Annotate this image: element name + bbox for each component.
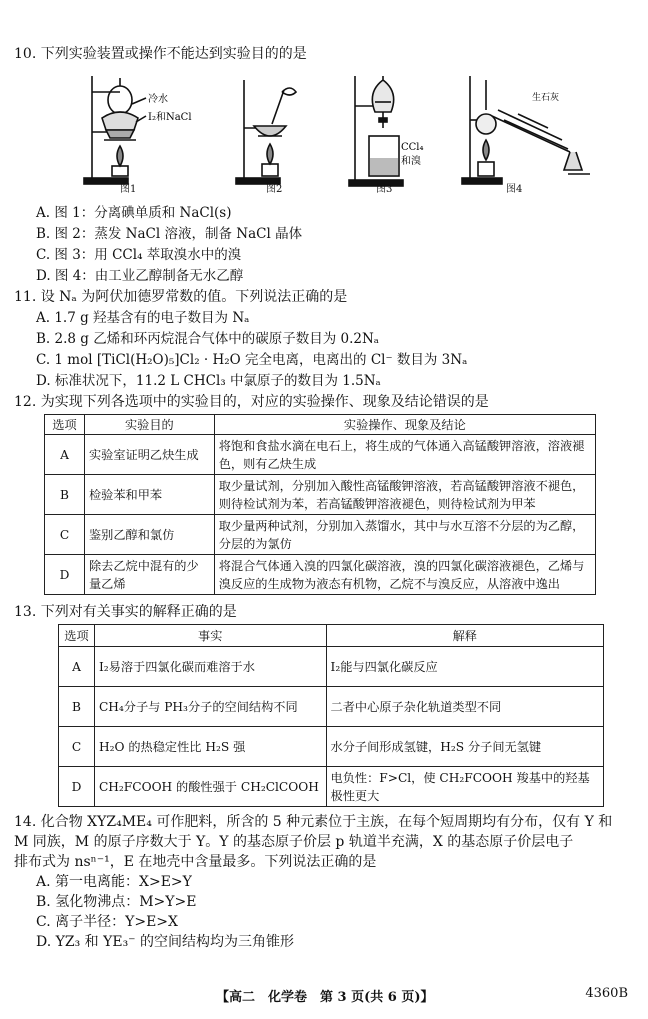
table-row — [59, 727, 604, 767]
q13-table-header — [59, 625, 604, 647]
q10-option-b: B. 图 2：蒸发 NaCl 溶液，制备 NaCl 晶体 — [36, 226, 303, 242]
q14-option-d: D. YZ₃ 和 YE₃⁻ 的空间结构均为三角锥形 — [36, 934, 295, 950]
figure-1-sublimation-apparatus — [80, 70, 210, 198]
q13-header-explain: 解释 — [326, 625, 603, 647]
q13-row-explain: 水分子间形成氢键，H₂S 分子间无氢键 — [326, 727, 603, 767]
q13-row-fact: CH₂FCOOH 的酸性强于 CH₂ClCOOH — [94, 767, 326, 807]
q11-option-c: C. 1 mol [TiCl(H₂O)₅]Cl₂ · H₂O 完全电离，电离出的 Cl⁻ 数目为 3Nₐ — [36, 352, 468, 368]
figure-3-caption: 图3 — [376, 184, 393, 195]
q14-option-a: A. 第一电离能：X>E>Y — [36, 874, 192, 890]
q13-row-option: A — [59, 647, 95, 687]
q10-figures — [80, 70, 600, 198]
q14-stem-line-1: 14. 化合物 XYZ₄ME₄ 可作肥料，所含的 5 种元素位于主族，在每个短周期均有分布，仅有 Y 和 — [14, 814, 613, 830]
q14-stem-line-2: M 同族，M 的原子序数大于 Y。Y 的基态原子价层 p 轨道半充满，X 的基态原子价层电子 — [14, 834, 574, 850]
q10-option-a: A. 图 1：分离碘单质和 NaCl(s) — [36, 205, 232, 221]
figure-2-evaporation-apparatus — [230, 70, 330, 198]
q12-row-purpose: 除去乙烷中混有的少量乙烯 — [84, 555, 214, 595]
fig3-label-ccl4: CCl₄ — [401, 142, 424, 153]
footer-code: 4360B — [585, 986, 628, 1001]
table-row — [59, 687, 604, 727]
q14-option-b: B. 氢化物沸点：M>Y>E — [36, 894, 197, 910]
q11-stem: 11. 设 Nₐ 为阿伏加德罗常数的值。下列说法正确的是 — [14, 289, 348, 305]
q11-option-b: B. 2.8 g 乙烯和环丙烷混合气体中的碳原子数目为 0.2Nₐ — [36, 331, 379, 347]
q12-row-detail: 取少量两种试剂，分别加入蒸馏水，其中与水互溶不分层的为乙醇，分层的为氯仿 — [214, 515, 595, 555]
q12-row-detail: 取少量试剂，分别加入酸性高锰酸钾溶液，若高锰酸钾溶液不褪色，则待检试剂为苯，若高锰酸钾溶液褪色，则待检试剂为甲苯 — [214, 475, 595, 515]
q11-option-a: A. 1.7 g 羟基含有的电子数目为 Nₐ — [36, 310, 250, 326]
q12-row-option: D — [45, 555, 85, 595]
q12-row-option: C — [45, 515, 85, 555]
q12-row-detail: 将饱和食盐水滴在电石上，将生成的气体通入高锰酸钾溶液，溶液褪色，则有乙炔生成 — [214, 435, 595, 475]
table-row — [45, 555, 596, 595]
q14-block — [14, 812, 638, 952]
q13-row-option: C — [59, 727, 95, 767]
q12-row-purpose: 鉴别乙醇和氯仿 — [84, 515, 214, 555]
q12-header-option: 选项 — [45, 415, 85, 435]
figure-3-extraction-apparatus — [345, 70, 440, 198]
q12-row-option: B — [45, 475, 85, 515]
q13-row-fact: H₂O 的热稳定性比 H₂S 强 — [94, 727, 326, 767]
fig1-label-mixture: I₂和NaCl — [148, 112, 192, 123]
q13-row-explain: I₂能与四氯化碳反应 — [326, 647, 603, 687]
table-row — [45, 515, 596, 555]
q13-row-fact: CH₄分子与 PH₃分子的空间结构不同 — [94, 687, 326, 727]
q13-row-explain: 二者中心原子杂化轨道类型不同 — [326, 687, 603, 727]
fig1-label-coldwater: 冷水 — [148, 94, 168, 105]
figure-4-distillation-apparatus — [458, 70, 600, 198]
q13-row-option: D — [59, 767, 95, 807]
q13-header-fact: 事实 — [94, 625, 326, 647]
q10-option-d: D. 图 4：由工业乙醇制备无水乙醇 — [36, 268, 244, 284]
q12-header-detail: 实验操作、现象及结论 — [214, 415, 595, 435]
q13-header-option: 选项 — [59, 625, 95, 647]
q12-row-purpose: 检验苯和甲苯 — [84, 475, 214, 515]
q12-table — [44, 414, 596, 595]
table-row — [45, 475, 596, 515]
page-footer — [0, 986, 648, 1008]
fig4-label-quicklime: 生石灰 — [532, 93, 560, 103]
q13-row-option: B — [59, 687, 95, 727]
table-row — [59, 647, 604, 687]
q12-stem: 12. 为实现下列各选项中的实验目的，对应的实验操作、现象及结论错误的是 — [14, 394, 489, 410]
q12-header-purpose: 实验目的 — [84, 415, 214, 435]
figure-2-caption: 图2 — [266, 184, 283, 195]
fig3-label-bromine: 和溴 — [401, 156, 421, 167]
q12-row-detail: 将混合气体通入溴的四氯化碳溶液，溴的四氯化碳溶液褪色，乙烯与溴反应的生成物为液态有机物，乙烷不与溴反应，从溶液中逸出 — [214, 555, 595, 595]
q13-stem: 13. 下列对有关事实的解释正确的是 — [14, 604, 237, 620]
q12-row-option: A — [45, 435, 85, 475]
q10-option-c: C. 图 3：用 CCl₄ 萃取溴水中的溴 — [36, 247, 242, 263]
q10-stem: 10. 下列实验装置或操作不能达到实验目的的是 — [14, 46, 307, 62]
footer-title: 【高二 化学卷 第 3 页(共 6 页)】 — [216, 990, 434, 1005]
q12-table-header — [45, 415, 596, 435]
q13-row-explain: 电负性：F>Cl，使 CH₂FCOOH 羧基中的羟基极性更大 — [326, 767, 603, 807]
q14-stem-line-3: 排布式为 nsⁿ⁻¹，E 在地壳中含量最多。下列说法正确的是 — [14, 854, 377, 870]
table-row — [59, 767, 604, 807]
q14-option-c: C. 离子半径：Y>E>X — [36, 914, 179, 930]
figure-1-caption: 图1 — [120, 184, 137, 195]
q13-table — [58, 624, 604, 807]
q13-row-fact: I₂易溶于四氯化碳而难溶于水 — [94, 647, 326, 687]
q11-option-d: D. 标准状况下，11.2 L CHCl₃ 中氯原子的数目为 1.5Nₐ — [36, 373, 381, 389]
figure-4-caption: 图4 — [506, 184, 523, 195]
q12-row-purpose: 实验室证明乙炔生成 — [84, 435, 214, 475]
table-row — [45, 435, 596, 475]
